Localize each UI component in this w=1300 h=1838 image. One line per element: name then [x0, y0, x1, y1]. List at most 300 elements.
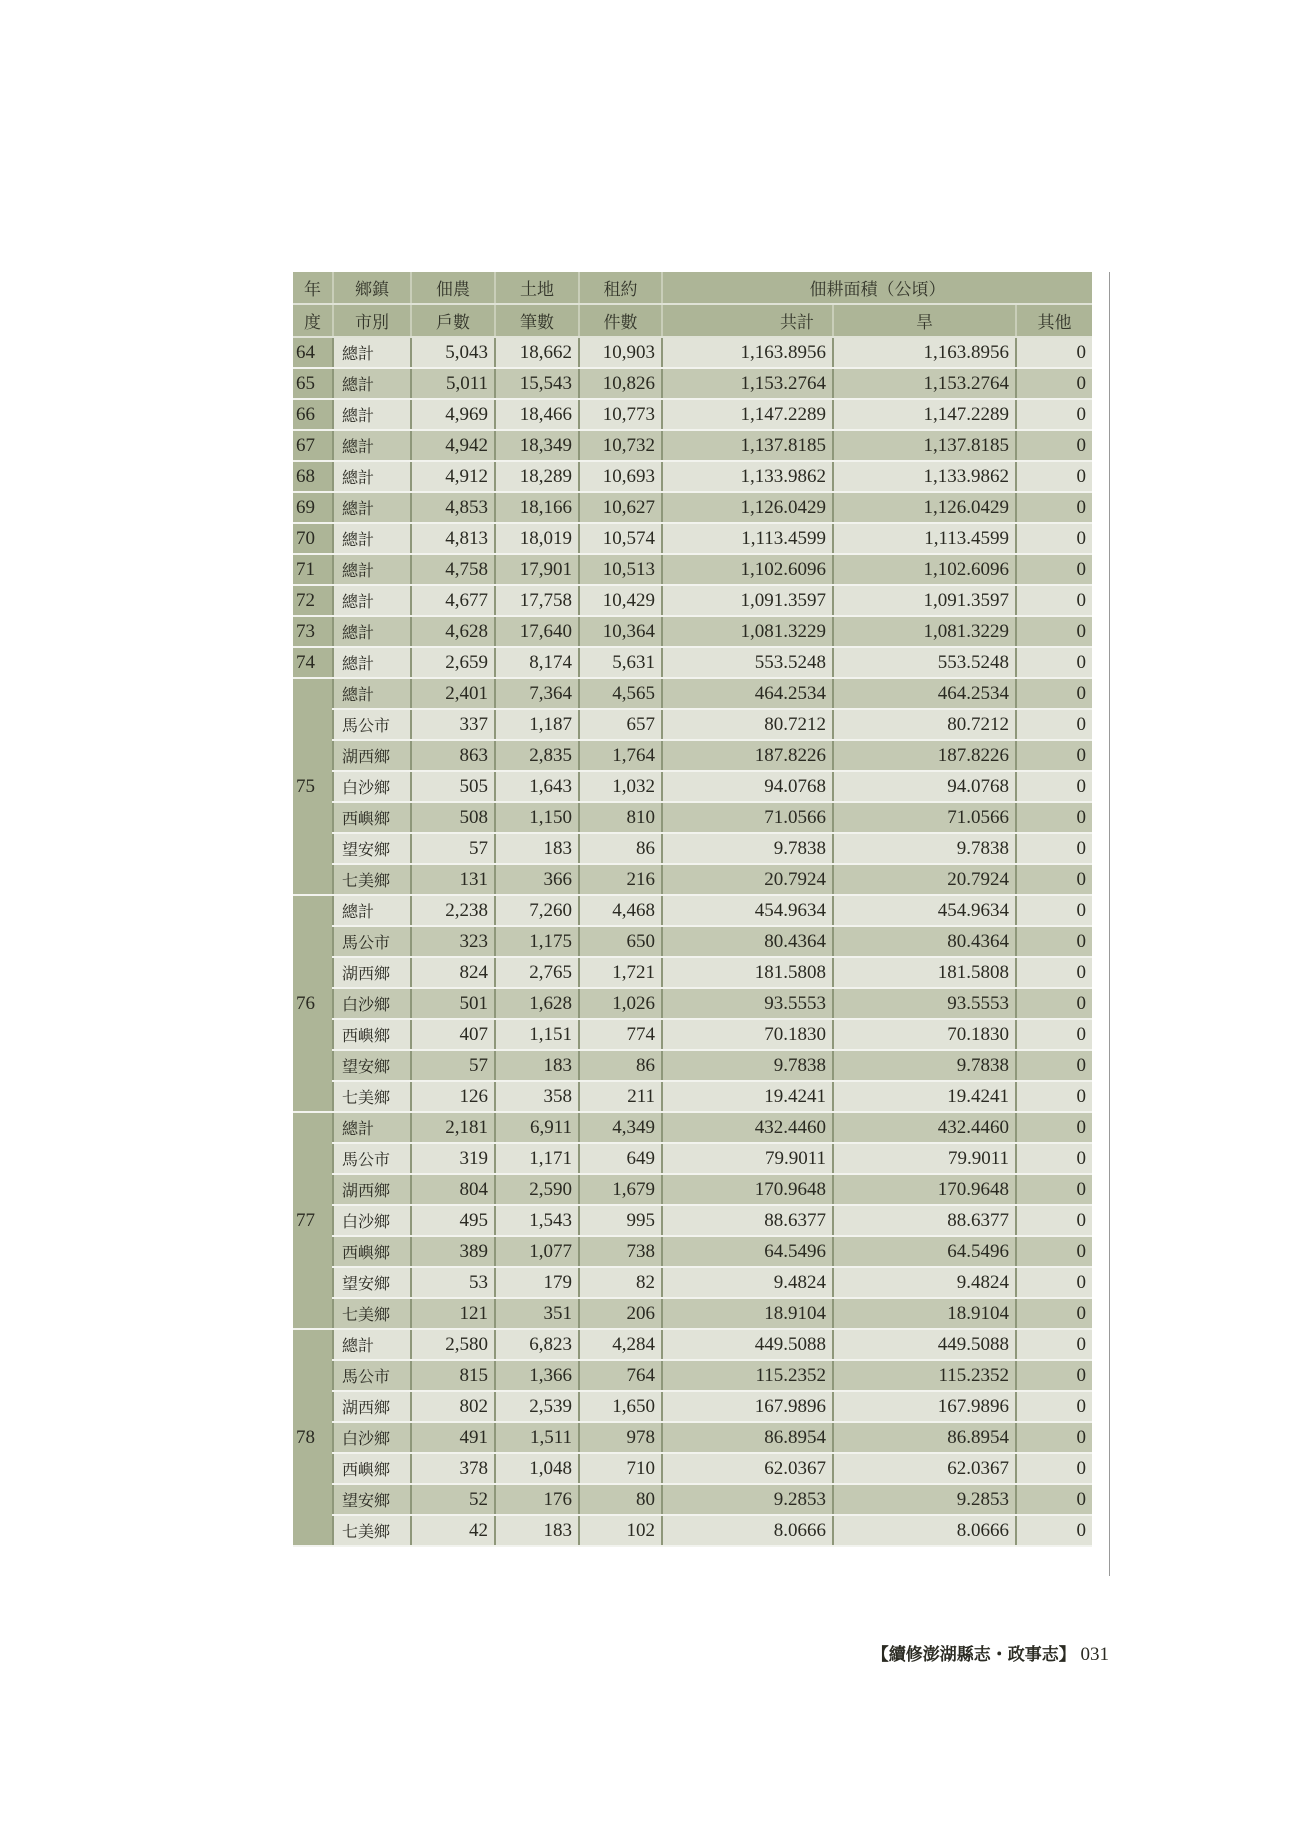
- contracts-cell: 10,513: [579, 554, 662, 585]
- area-dry-cell: 88.6377: [833, 1205, 1016, 1236]
- table-row: [293, 1081, 1092, 1112]
- header-households-1: 佃農: [411, 272, 495, 304]
- table-row: [293, 1267, 1092, 1298]
- area-total-cell: 71.0566: [662, 802, 833, 833]
- contracts-cell: 1,679: [579, 1174, 662, 1205]
- households-cell: 2,181: [411, 1112, 495, 1143]
- year-cell: 68: [293, 461, 333, 492]
- parcels-cell: 358: [495, 1081, 579, 1112]
- parcels-cell: 1,187: [495, 709, 579, 740]
- area-dry-cell: 71.0566: [833, 802, 1016, 833]
- area-total-cell: 20.7924: [662, 864, 833, 895]
- households-cell: 4,942: [411, 430, 495, 461]
- contracts-cell: 810: [579, 802, 662, 833]
- table-row: [293, 709, 1092, 740]
- table-row: [293, 399, 1092, 430]
- area-other-cell: 0: [1016, 1453, 1092, 1484]
- header-year-2: 度: [293, 304, 333, 337]
- header-parcels-2: 筆數: [495, 304, 579, 337]
- households-cell: 378: [411, 1453, 495, 1484]
- area-total-cell: 93.5553: [662, 988, 833, 1019]
- year-cell: 75: [293, 678, 333, 895]
- town-cell: 七美鄉: [333, 1298, 411, 1329]
- table-row: [293, 1515, 1092, 1546]
- parcels-cell: 2,765: [495, 957, 579, 988]
- area-other-cell: 0: [1016, 1205, 1092, 1236]
- year-cell: 65: [293, 368, 333, 399]
- area-total-cell: 19.4241: [662, 1081, 833, 1112]
- town-cell: 望安鄉: [333, 1267, 411, 1298]
- contracts-cell: 10,364: [579, 616, 662, 647]
- area-total-cell: 18.9104: [662, 1298, 833, 1329]
- page-number: 031: [1080, 1644, 1109, 1665]
- table-row: [293, 430, 1092, 461]
- parcels-cell: 176: [495, 1484, 579, 1515]
- town-cell: 馬公市: [333, 1143, 411, 1174]
- area-dry-cell: 20.7924: [833, 864, 1016, 895]
- area-dry-cell: 1,147.2289: [833, 399, 1016, 430]
- area-other-cell: 0: [1016, 1236, 1092, 1267]
- parcels-cell: 6,823: [495, 1329, 579, 1360]
- area-other-cell: 0: [1016, 1174, 1092, 1205]
- contracts-cell: 650: [579, 926, 662, 957]
- parcels-cell: 8,174: [495, 647, 579, 678]
- area-dry-cell: 1,113.4599: [833, 523, 1016, 554]
- table-row: [293, 1329, 1092, 1360]
- town-cell: 總計: [333, 337, 411, 368]
- header-area-total: 共計: [662, 304, 833, 337]
- area-other-cell: 0: [1016, 1360, 1092, 1391]
- area-dry-cell: 94.0768: [833, 771, 1016, 802]
- area-other-cell: 0: [1016, 1484, 1092, 1515]
- town-cell: 總計: [333, 895, 411, 926]
- area-other-cell: 0: [1016, 1391, 1092, 1422]
- contracts-cell: 4,349: [579, 1112, 662, 1143]
- area-other-cell: 0: [1016, 988, 1092, 1019]
- town-cell: 總計: [333, 1329, 411, 1360]
- area-dry-cell: 553.5248: [833, 647, 1016, 678]
- area-other-cell: 0: [1016, 709, 1092, 740]
- parcels-cell: 1,171: [495, 1143, 579, 1174]
- area-total-cell: 1,133.9862: [662, 461, 833, 492]
- year-cell: 69: [293, 492, 333, 523]
- area-dry-cell: 1,081.3229: [833, 616, 1016, 647]
- table-row: [293, 492, 1092, 523]
- area-dry-cell: 187.8226: [833, 740, 1016, 771]
- households-cell: 57: [411, 833, 495, 864]
- area-other-cell: 0: [1016, 585, 1092, 616]
- header-town-1: 鄉鎮: [333, 272, 411, 304]
- households-cell: 508: [411, 802, 495, 833]
- area-total-cell: 432.4460: [662, 1112, 833, 1143]
- town-cell: 湖西鄉: [333, 957, 411, 988]
- town-cell: 望安鄉: [333, 1050, 411, 1081]
- households-cell: 802: [411, 1391, 495, 1422]
- area-dry-cell: 19.4241: [833, 1081, 1016, 1112]
- area-other-cell: 0: [1016, 864, 1092, 895]
- area-other-cell: 0: [1016, 740, 1092, 771]
- year-cell: 66: [293, 399, 333, 430]
- contracts-cell: 4,468: [579, 895, 662, 926]
- area-total-cell: 1,081.3229: [662, 616, 833, 647]
- households-cell: 52: [411, 1484, 495, 1515]
- area-dry-cell: 1,137.8185: [833, 430, 1016, 461]
- town-cell: 總計: [333, 585, 411, 616]
- town-cell: 總計: [333, 430, 411, 461]
- town-cell: 白沙鄉: [333, 1422, 411, 1453]
- area-dry-cell: 9.2853: [833, 1484, 1016, 1515]
- households-cell: 2,659: [411, 647, 495, 678]
- households-cell: 2,580: [411, 1329, 495, 1360]
- contracts-cell: 978: [579, 1422, 662, 1453]
- area-total-cell: 464.2534: [662, 678, 833, 709]
- contracts-cell: 86: [579, 833, 662, 864]
- town-cell: 總計: [333, 616, 411, 647]
- area-dry-cell: 93.5553: [833, 988, 1016, 1019]
- area-dry-cell: 62.0367: [833, 1453, 1016, 1484]
- contracts-cell: 216: [579, 864, 662, 895]
- town-cell: 望安鄉: [333, 1484, 411, 1515]
- households-cell: 53: [411, 1267, 495, 1298]
- area-other-cell: 0: [1016, 1081, 1092, 1112]
- area-dry-cell: 1,163.8956: [833, 337, 1016, 368]
- table-row: [293, 337, 1092, 368]
- parcels-cell: 179: [495, 1267, 579, 1298]
- contracts-cell: 211: [579, 1081, 662, 1112]
- area-total-cell: 80.7212: [662, 709, 833, 740]
- households-cell: 319: [411, 1143, 495, 1174]
- area-total-cell: 88.6377: [662, 1205, 833, 1236]
- contracts-cell: 10,429: [579, 585, 662, 616]
- parcels-cell: 1,077: [495, 1236, 579, 1267]
- area-dry-cell: 70.1830: [833, 1019, 1016, 1050]
- area-total-cell: 454.9634: [662, 895, 833, 926]
- area-total-cell: 9.4824: [662, 1267, 833, 1298]
- area-dry-cell: 1,133.9862: [833, 461, 1016, 492]
- households-cell: 4,969: [411, 399, 495, 430]
- households-cell: 126: [411, 1081, 495, 1112]
- area-other-cell: 0: [1016, 461, 1092, 492]
- table-row: [293, 1050, 1092, 1081]
- area-dry-cell: 9.7838: [833, 1050, 1016, 1081]
- parcels-cell: 1,366: [495, 1360, 579, 1391]
- town-cell: 白沙鄉: [333, 771, 411, 802]
- area-dry-cell: 80.4364: [833, 926, 1016, 957]
- contracts-cell: 10,693: [579, 461, 662, 492]
- town-cell: 馬公市: [333, 709, 411, 740]
- area-dry-cell: 432.4460: [833, 1112, 1016, 1143]
- parcels-cell: 7,364: [495, 678, 579, 709]
- table-row: [293, 740, 1092, 771]
- households-cell: 863: [411, 740, 495, 771]
- table-row: [293, 895, 1092, 926]
- parcels-cell: 18,662: [495, 337, 579, 368]
- table-row: [293, 864, 1092, 895]
- area-dry-cell: 9.4824: [833, 1267, 1016, 1298]
- area-other-cell: 0: [1016, 616, 1092, 647]
- area-dry-cell: 449.5088: [833, 1329, 1016, 1360]
- area-total-cell: 64.5496: [662, 1236, 833, 1267]
- contracts-cell: 86: [579, 1050, 662, 1081]
- parcels-cell: 18,466: [495, 399, 579, 430]
- year-cell: 74: [293, 647, 333, 678]
- contracts-cell: 4,284: [579, 1329, 662, 1360]
- households-cell: 804: [411, 1174, 495, 1205]
- parcels-cell: 18,166: [495, 492, 579, 523]
- contracts-cell: 657: [579, 709, 662, 740]
- area-dry-cell: 464.2534: [833, 678, 1016, 709]
- area-other-cell: 0: [1016, 523, 1092, 554]
- households-cell: 824: [411, 957, 495, 988]
- town-cell: 總計: [333, 678, 411, 709]
- year-cell: 64: [293, 337, 333, 368]
- area-other-cell: 0: [1016, 1298, 1092, 1329]
- town-cell: 七美鄉: [333, 1081, 411, 1112]
- contracts-cell: 10,826: [579, 368, 662, 399]
- households-cell: 2,401: [411, 678, 495, 709]
- contracts-cell: 710: [579, 1453, 662, 1484]
- town-cell: 總計: [333, 492, 411, 523]
- area-dry-cell: 1,091.3597: [833, 585, 1016, 616]
- area-total-cell: 94.0768: [662, 771, 833, 802]
- contracts-cell: 1,026: [579, 988, 662, 1019]
- area-total-cell: 8.0666: [662, 1515, 833, 1546]
- header-contracts-1: 租約: [579, 272, 662, 304]
- area-other-cell: 0: [1016, 1515, 1092, 1546]
- parcels-cell: 183: [495, 1050, 579, 1081]
- parcels-cell: 18,019: [495, 523, 579, 554]
- table-row: [293, 1112, 1092, 1143]
- page-margin-rule: [1109, 272, 1110, 1576]
- area-total-cell: 9.7838: [662, 833, 833, 864]
- contracts-cell: 10,903: [579, 337, 662, 368]
- households-cell: 505: [411, 771, 495, 802]
- table-row: [293, 1360, 1092, 1391]
- contracts-cell: 774: [579, 1019, 662, 1050]
- area-dry-cell: 80.7212: [833, 709, 1016, 740]
- area-other-cell: 0: [1016, 647, 1092, 678]
- area-other-cell: 0: [1016, 1112, 1092, 1143]
- contracts-cell: 10,732: [579, 430, 662, 461]
- year-cell: 78: [293, 1329, 333, 1546]
- town-cell: 湖西鄉: [333, 1391, 411, 1422]
- contracts-cell: 4,565: [579, 678, 662, 709]
- area-dry-cell: 454.9634: [833, 895, 1016, 926]
- town-cell: 白沙鄉: [333, 988, 411, 1019]
- table-row: [293, 1205, 1092, 1236]
- area-other-cell: 0: [1016, 554, 1092, 585]
- parcels-cell: 1,543: [495, 1205, 579, 1236]
- parcels-cell: 1,150: [495, 802, 579, 833]
- area-other-cell: 0: [1016, 1329, 1092, 1360]
- parcels-cell: 18,289: [495, 461, 579, 492]
- table-row: [293, 1391, 1092, 1422]
- area-other-cell: 0: [1016, 430, 1092, 461]
- parcels-cell: 1,511: [495, 1422, 579, 1453]
- area-dry-cell: 1,126.0429: [833, 492, 1016, 523]
- area-dry-cell: 170.9648: [833, 1174, 1016, 1205]
- town-cell: 馬公市: [333, 926, 411, 957]
- year-cell: 73: [293, 616, 333, 647]
- area-other-cell: 0: [1016, 771, 1092, 802]
- contracts-cell: 80: [579, 1484, 662, 1515]
- contracts-cell: 1,721: [579, 957, 662, 988]
- header-parcels-1: 土地: [495, 272, 579, 304]
- parcels-cell: 17,758: [495, 585, 579, 616]
- households-cell: 121: [411, 1298, 495, 1329]
- parcels-cell: 2,590: [495, 1174, 579, 1205]
- table-row: [293, 957, 1092, 988]
- year-cell: 67: [293, 430, 333, 461]
- town-cell: 馬公市: [333, 1360, 411, 1391]
- area-total-cell: 9.2853: [662, 1484, 833, 1515]
- parcels-cell: 1,151: [495, 1019, 579, 1050]
- table-row: [293, 523, 1092, 554]
- parcels-cell: 183: [495, 1515, 579, 1546]
- table-row: [293, 988, 1092, 1019]
- households-cell: 495: [411, 1205, 495, 1236]
- header-area-other: 其他: [1016, 304, 1092, 337]
- area-dry-cell: 64.5496: [833, 1236, 1016, 1267]
- header-town-2: 市別: [333, 304, 411, 337]
- area-other-cell: 0: [1016, 399, 1092, 430]
- parcels-cell: 1,048: [495, 1453, 579, 1484]
- parcels-cell: 366: [495, 864, 579, 895]
- town-cell: 西嶼鄉: [333, 1236, 411, 1267]
- area-total-cell: 79.9011: [662, 1143, 833, 1174]
- households-cell: 337: [411, 709, 495, 740]
- header-households-2: 戶數: [411, 304, 495, 337]
- town-cell: 白沙鄉: [333, 1205, 411, 1236]
- area-dry-cell: 1,153.2764: [833, 368, 1016, 399]
- parcels-cell: 7,260: [495, 895, 579, 926]
- town-cell: 總計: [333, 368, 411, 399]
- area-total-cell: 9.7838: [662, 1050, 833, 1081]
- area-dry-cell: 9.7838: [833, 833, 1016, 864]
- area-dry-cell: 167.9896: [833, 1391, 1016, 1422]
- town-cell: 西嶼鄉: [333, 1453, 411, 1484]
- area-dry-cell: 1,102.6096: [833, 554, 1016, 585]
- town-cell: 總計: [333, 1112, 411, 1143]
- area-other-cell: 0: [1016, 895, 1092, 926]
- area-dry-cell: 8.0666: [833, 1515, 1016, 1546]
- area-total-cell: 1,126.0429: [662, 492, 833, 523]
- town-cell: 總計: [333, 461, 411, 492]
- area-other-cell: 0: [1016, 337, 1092, 368]
- table-row: [293, 926, 1092, 957]
- households-cell: 491: [411, 1422, 495, 1453]
- households-cell: 2,238: [411, 895, 495, 926]
- contracts-cell: 10,627: [579, 492, 662, 523]
- town-cell: 西嶼鄉: [333, 1019, 411, 1050]
- table-row: [293, 1484, 1092, 1515]
- area-total-cell: 1,163.8956: [662, 337, 833, 368]
- area-total-cell: 1,102.6096: [662, 554, 833, 585]
- households-cell: 42: [411, 1515, 495, 1546]
- area-total-cell: 80.4364: [662, 926, 833, 957]
- households-cell: 5,011: [411, 368, 495, 399]
- households-cell: 4,912: [411, 461, 495, 492]
- area-other-cell: 0: [1016, 1422, 1092, 1453]
- contracts-cell: 764: [579, 1360, 662, 1391]
- households-cell: 501: [411, 988, 495, 1019]
- area-other-cell: 0: [1016, 1143, 1092, 1174]
- table-row: [293, 802, 1092, 833]
- parcels-cell: 1,628: [495, 988, 579, 1019]
- header-area-group: 佃耕面積（公頃）: [662, 272, 1092, 304]
- households-cell: 815: [411, 1360, 495, 1391]
- town-cell: 總計: [333, 647, 411, 678]
- area-dry-cell: 79.9011: [833, 1143, 1016, 1174]
- page-footer: [872, 1640, 1109, 1666]
- area-total-cell: 1,137.8185: [662, 430, 833, 461]
- header-area-dry: 旱: [833, 304, 1016, 337]
- area-other-cell: 0: [1016, 926, 1092, 957]
- parcels-cell: 17,901: [495, 554, 579, 585]
- contracts-cell: 738: [579, 1236, 662, 1267]
- contracts-cell: 102: [579, 1515, 662, 1546]
- area-total-cell: 553.5248: [662, 647, 833, 678]
- parcels-cell: 6,911: [495, 1112, 579, 1143]
- town-cell: 湖西鄉: [333, 740, 411, 771]
- table-row: [293, 1174, 1092, 1205]
- table-row: [293, 833, 1092, 864]
- parcels-cell: 1,175: [495, 926, 579, 957]
- contracts-cell: 1,650: [579, 1391, 662, 1422]
- year-cell: 76: [293, 895, 333, 1112]
- town-cell: 西嶼鄉: [333, 802, 411, 833]
- parcels-cell: 2,539: [495, 1391, 579, 1422]
- year-cell: 72: [293, 585, 333, 616]
- area-other-cell: 0: [1016, 833, 1092, 864]
- area-total-cell: 1,153.2764: [662, 368, 833, 399]
- header-contracts-2: 件數: [579, 304, 662, 337]
- households-cell: 131: [411, 864, 495, 895]
- town-cell: 總計: [333, 523, 411, 554]
- households-cell: 323: [411, 926, 495, 957]
- town-cell: 總計: [333, 554, 411, 585]
- contracts-cell: 10,574: [579, 523, 662, 554]
- table-row: [293, 678, 1092, 709]
- town-cell: 望安鄉: [333, 833, 411, 864]
- parcels-cell: 351: [495, 1298, 579, 1329]
- town-cell: 七美鄉: [333, 1515, 411, 1546]
- contracts-cell: 649: [579, 1143, 662, 1174]
- table-row: [293, 1422, 1092, 1453]
- parcels-cell: 15,543: [495, 368, 579, 399]
- contracts-cell: 10,773: [579, 399, 662, 430]
- area-total-cell: 187.8226: [662, 740, 833, 771]
- contracts-cell: 995: [579, 1205, 662, 1236]
- book-title: 【續修澎湖縣志・政事志】: [871, 1645, 1076, 1665]
- area-dry-cell: 115.2352: [833, 1360, 1016, 1391]
- households-cell: 407: [411, 1019, 495, 1050]
- area-total-cell: 181.5808: [662, 957, 833, 988]
- table-row: [293, 647, 1092, 678]
- area-total-cell: 167.9896: [662, 1391, 833, 1422]
- area-other-cell: 0: [1016, 368, 1092, 399]
- area-total-cell: 1,113.4599: [662, 523, 833, 554]
- area-total-cell: 170.9648: [662, 1174, 833, 1205]
- households-cell: 4,758: [411, 554, 495, 585]
- tenant-farming-table: [293, 272, 1092, 1547]
- area-total-cell: 115.2352: [662, 1360, 833, 1391]
- parcels-cell: 183: [495, 833, 579, 864]
- contracts-cell: 5,631: [579, 647, 662, 678]
- table-row: [293, 368, 1092, 399]
- year-cell: 77: [293, 1112, 333, 1329]
- parcels-cell: 1,643: [495, 771, 579, 802]
